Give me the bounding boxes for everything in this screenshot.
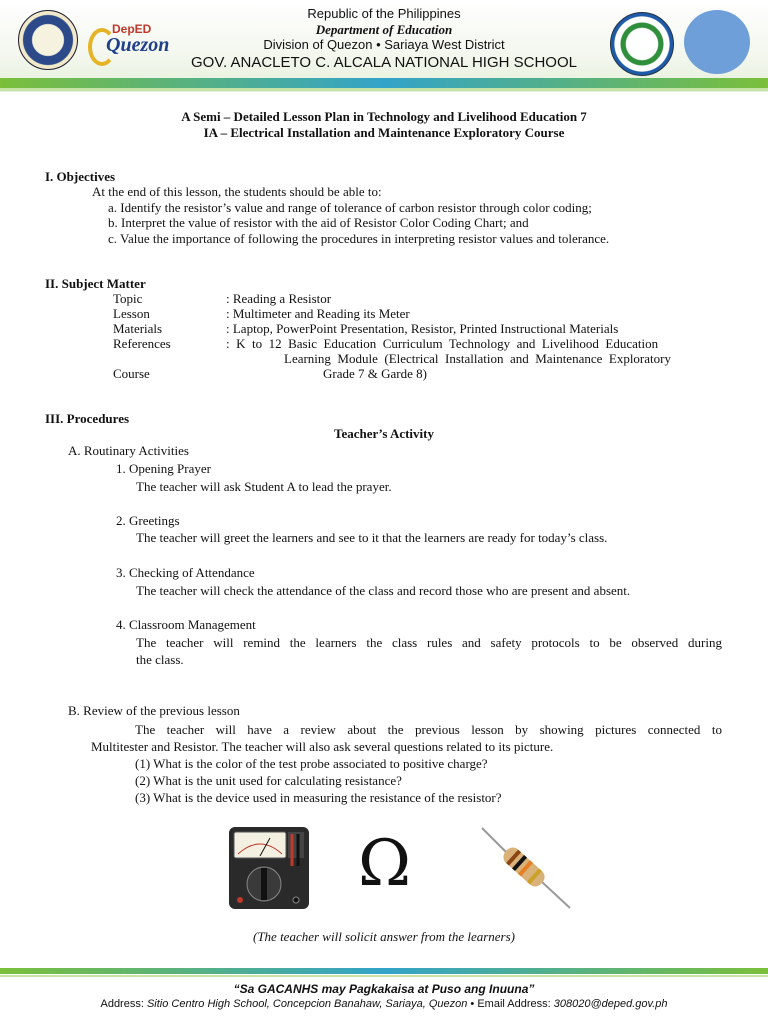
topic-label: Topic	[113, 291, 143, 306]
routinary-heading: A. Routinary Activities	[68, 443, 189, 458]
materials-label: Materials	[113, 321, 163, 336]
step-title: 4. Classroom Management	[116, 617, 256, 632]
resistor-picture	[478, 824, 574, 912]
review-paragraph: The teacher will have a review about the previous lesson by showing pictures connected to	[135, 722, 722, 737]
school-motto: “Sa GACANHS may Pagkakaisa at Puso ang Inuuna”	[233, 982, 535, 996]
address-text: Sitio Centro High School, Concepcion Banahaw, Sariaya, Quezon	[146, 998, 468, 1010]
step-title: 3. Checking of Attendance	[116, 565, 255, 580]
footer-band-line	[0, 975, 768, 977]
step-title: 1. Opening Prayer	[116, 461, 211, 476]
objective-item: a. Identify the resistor’s value and range of tolerance of carbon resistor through color coding;	[108, 200, 592, 215]
logo-bottom-text: Quezon	[106, 34, 170, 56]
lesson-value: : Multimeter and Reading its Meter	[226, 306, 410, 321]
letterhead-text	[0, 6, 768, 72]
objectives-intro: At the end of this lesson, the students should be able to:	[92, 184, 382, 199]
references-value-cont: Learning Module (Electrical Installation and Maintenance Exploratory	[284, 351, 671, 366]
email-link[interactable]: 308020@deped.gov.ph	[553, 998, 668, 1010]
review-question: (1) What is the color of the test probe associated to positive charge?	[135, 756, 488, 771]
course-value: Grade 7 & Garde 8)	[323, 366, 427, 381]
step-text: The teacher will greet the learners and see to it that the learners are ready for today’s class.	[136, 530, 608, 545]
header-school: GOV. ANACLETO C. ALCALA NATIONAL HIGH SCHOOL	[191, 54, 577, 71]
review-question: (3) What is the device used in measuring the resistance of the resistor?	[135, 790, 502, 805]
review-question: (2) What is the unit used for calculating resistance?	[135, 773, 402, 788]
step-text: The teacher will ask Student A to lead the prayer.	[136, 479, 392, 494]
multitester-picture	[228, 826, 310, 910]
materials-value: : Laptop, PowerPoint Presentation, Resistor, Printed Instructional Materials	[226, 321, 619, 336]
review-paragraph-cont: Multitester and Resistor. The teacher will also ask several questions related to its picture.	[91, 739, 554, 754]
objectives-heading: I. Objectives	[45, 169, 116, 184]
objective-item: b. Interpret the value of resistor with the aid of Resistor Color Coding Chart; and	[108, 215, 529, 230]
objective-item: c. Value the importance of following the procedures in interpreting resistor values and tolerance.	[108, 231, 610, 246]
image-caption: (The teacher will solicit answer from the learners)	[252, 929, 516, 944]
document-subtitle: IA – Electrical Installation and Maintenance Exploratory Course	[203, 125, 565, 140]
lesson-label: Lesson	[113, 306, 150, 321]
references-label: References	[113, 336, 171, 351]
letterhead-band	[0, 78, 768, 88]
references-value: : K to 12 Basic Education Curriculum Technology and Livelihood Education	[226, 336, 659, 351]
header-department: Department of Education	[315, 22, 453, 37]
footer-address	[0, 998, 768, 1010]
step-text: The teacher will remind the learners the class rules and safety protocols to be observed during	[136, 635, 722, 650]
step-title: 2. Greetings	[116, 513, 180, 528]
step-text: The teacher will check the attendance of the class and record those who are present and absent.	[136, 583, 631, 598]
topic-value: : Reading a Resistor	[226, 291, 332, 306]
review-heading: B. Review of the previous lesson	[68, 703, 240, 718]
subject-heading: II. Subject Matter	[45, 276, 146, 291]
teacher-activity-heading: Teacher’s Activity	[333, 426, 434, 441]
step-text-cont: the class.	[136, 652, 184, 667]
footer-band	[0, 968, 768, 974]
procedures-heading: III. Procedures	[45, 411, 130, 426]
letterhead-band-line	[0, 88, 768, 91]
course-label: Course	[113, 366, 150, 381]
header-republic: Republic of the Philippines	[307, 6, 461, 21]
omega-symbol: Ω	[358, 827, 412, 901]
address-label: Address:	[100, 998, 147, 1010]
document-title: A Semi – Detailed Lesson Plan in Technology and Livelihood Education 7	[181, 109, 587, 124]
email-label: • Email Address:	[467, 998, 554, 1010]
header-division: Division of Quezon • Sariaya West District	[263, 37, 505, 52]
logo-top-text: DepED	[112, 22, 152, 36]
